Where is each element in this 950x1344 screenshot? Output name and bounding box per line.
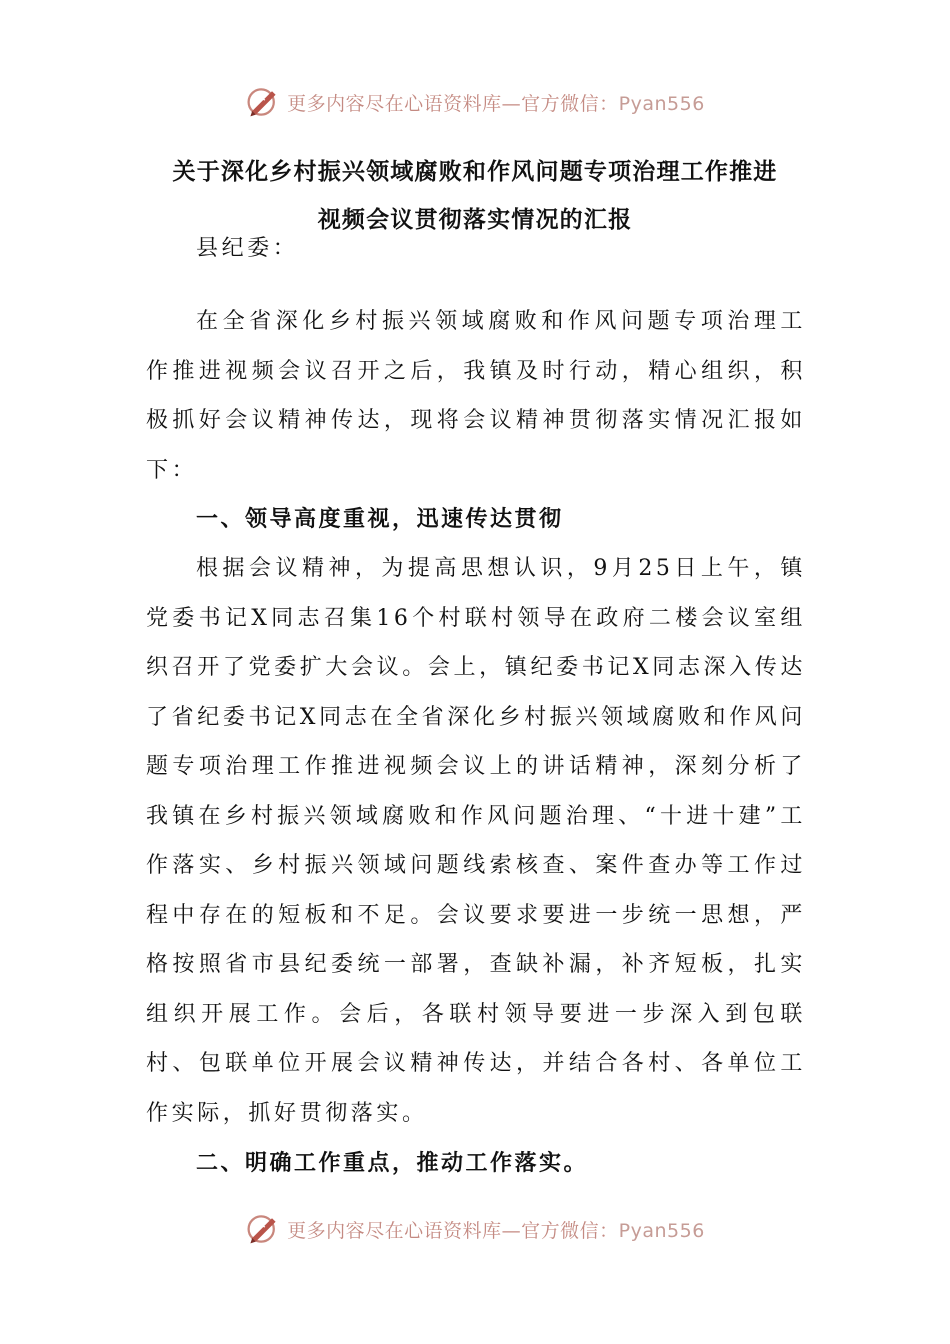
section-1-heading: 一、领导高度重视，迅速传达贯彻 <box>196 506 564 532</box>
pen-logo-icon <box>245 1211 281 1247</box>
watermark-text: 更多内容尽在心语资料库—官方微信：Pyan556 <box>287 92 705 115</box>
document-title-line-2: 视频会议贯彻落实情况的汇报 <box>317 206 633 233</box>
section-1-paragraph: 根据会议精神，为提高思想认识，9月25日上午，镇党委书记X同志召集16个村联村领导在政府二楼会议室组织召开了党委扩大会议。会上，镇纪委书记X同志深入传达了省纪委书记X同志在全省深化乡村振兴领域腐败和作风问题专项治理工作推进视频会议上的讲话精神，深刻分析了我镇在乡村振兴领域腐败和作风问题治理、“十进十建”工作落实、乡村振兴领域问题线索核查、案件查办等工作过程中存在的短板和不足。会议要求要进一步统一思想，严格按照省市县纪委统一部署，查缺补漏，补齐短板，扎实组织开展工作。会后，各联村领导要进一步深入到包联村、包联单位开展会议精神传达，并结合各村、各单位工作实际，抓好贯彻落实。 <box>146 556 806 1126</box>
watermark-header <box>0 84 950 120</box>
pen-logo-icon <box>245 84 281 120</box>
intro-paragraph: 在全省深化乡村振兴领域腐败和作风问题专项治理工作推进视频会议召开之后，我镇及时行动，精心组织，积极抓好会议精神传达，现将会议精神贯彻落实情况汇报如下： <box>146 309 806 483</box>
watermark-footer <box>0 1211 950 1247</box>
document-title-line-1: 关于深化乡村振兴领域腐败和作风问题专项治理工作推进 <box>172 158 778 185</box>
salutation: 县纪委： <box>196 236 299 261</box>
section-2-heading: 二、明确工作重点，推动工作落实。 <box>196 1150 589 1176</box>
watermark-text: 更多内容尽在心语资料库—官方微信：Pyan556 <box>287 1219 705 1242</box>
